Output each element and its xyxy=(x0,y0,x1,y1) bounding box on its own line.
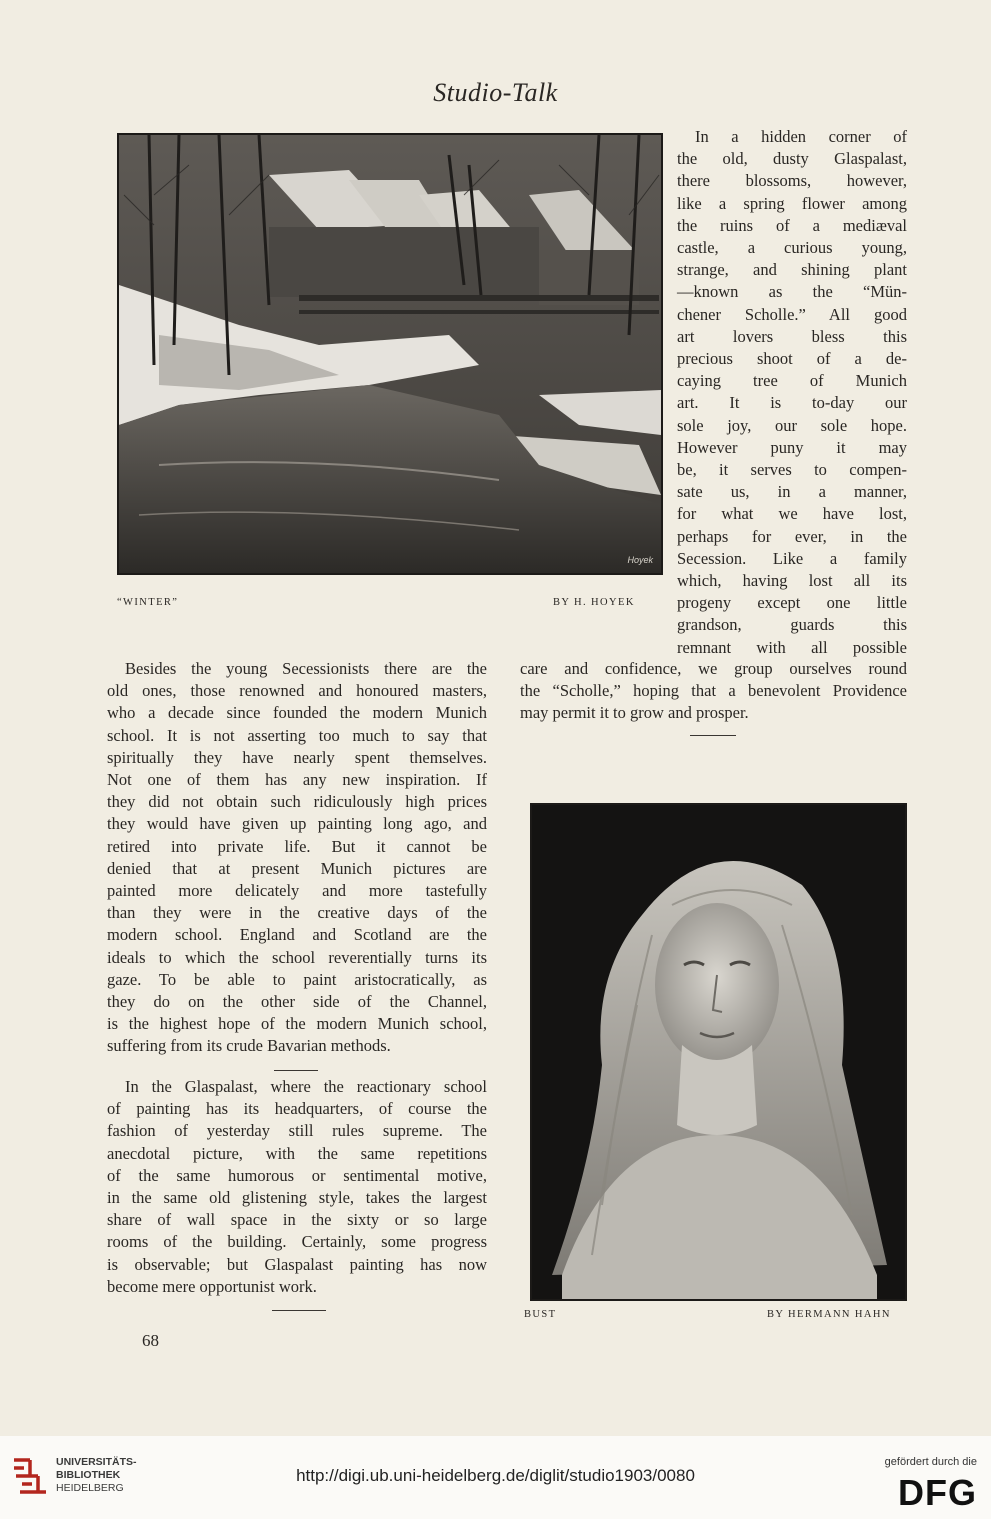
right-column-line: progeny except one little xyxy=(677,593,907,613)
bust-caption-title: BUST xyxy=(524,1309,557,1320)
section-rule-left xyxy=(274,1070,318,1071)
source-url[interactable]: http://digi.ub.uni-heidelberg.de/diglit/studio1903/0080 xyxy=(296,1466,695,1485)
winter-caption-title: “WINTER” xyxy=(117,597,179,608)
right-column-line: be, it serves to compen- xyxy=(677,460,907,480)
left-paragraph-2-line: become mere opportunist work. xyxy=(107,1276,317,1296)
left-paragraph-1-line: spiritually they have nearly spent themselves. xyxy=(107,747,487,767)
left-paragraph-1-line: modern school. England and Scotland are the xyxy=(107,925,487,945)
left-paragraph-2-line: is observable; but Glaspalast painting has now xyxy=(107,1254,487,1274)
left-paragraph-2-line: of painting has its headquarters, of course the xyxy=(107,1099,487,1119)
library-name-line-1: UNIVERSITÄTS- xyxy=(56,1456,137,1468)
left-paragraph-1-line: Besides the young Secessionists there are the xyxy=(125,659,487,678)
left-paragraph-1-line: school. It is not asserting too much to say that xyxy=(107,725,487,745)
bust-photograph xyxy=(530,803,907,1301)
right-column-line: there blossoms, however, xyxy=(677,171,907,191)
left-paragraph-1-line: denied that at present Munich pictures are xyxy=(107,858,487,878)
winter-caption-artist: BY H. HOYEK xyxy=(553,597,635,608)
funder-logo: DFG xyxy=(898,1472,977,1513)
right-column-line: art lovers bless this xyxy=(677,326,907,346)
right-column-line: sate us, in a manner, xyxy=(677,482,907,502)
right-column-line: grandson, guards this xyxy=(677,615,907,635)
right-column-line: like a spring flower among xyxy=(677,193,907,213)
right-column-continued xyxy=(520,658,907,725)
digitization-footer xyxy=(0,1436,991,1519)
library-name-line-3: HEIDELBERG xyxy=(56,1482,124,1494)
left-paragraph-2-line: rooms of the building. Certainly, some progress xyxy=(107,1232,487,1252)
left-column xyxy=(107,658,487,1058)
right-column-line: caying tree of Munich xyxy=(677,371,907,391)
left-paragraph-1-line: is the highest hope of the modern Munich school, xyxy=(107,1014,487,1034)
right-column-line: sole joy, our sole hope. xyxy=(677,415,907,435)
painting-signature: Hoyek xyxy=(627,555,653,565)
right-column-line: art. It is to-day our xyxy=(677,393,907,413)
right-column-line: Secession. Like a family xyxy=(677,548,907,568)
left-paragraph-1-line: ideals to which the school reverentially turns its xyxy=(107,947,487,967)
right-column-line: the old, dusty Glaspalast, xyxy=(677,149,907,169)
bust-sculpture-illustration xyxy=(532,805,905,1299)
right-column xyxy=(677,126,907,659)
right-column-line: castle, a curious young, xyxy=(677,238,907,258)
right-column-continued-line: may permit it to grow and prosper. xyxy=(520,703,749,723)
running-head: Studio-Talk xyxy=(433,78,558,107)
right-column-continued-line: care and confidence, we group ourselves round xyxy=(520,659,907,678)
right-column-line: precious shoot of a de- xyxy=(677,349,907,369)
left-paragraph-1-line: they do on the other side of the Channel, xyxy=(107,992,487,1012)
left-paragraph-1-line: who a decade since founded the modern Munich xyxy=(107,703,487,723)
left-paragraph-2-line: anecdotal picture, with the same repetitions xyxy=(107,1143,487,1163)
funding-note: gefördert durch die xyxy=(884,1456,977,1468)
left-paragraph-2-line: share of wall space in the sixty or so large xyxy=(107,1210,487,1230)
winter-painting xyxy=(117,133,663,575)
right-column-line: perhaps for ever, in the xyxy=(677,526,907,546)
right-column-line: which, having lost all its xyxy=(677,571,907,591)
page-number: 68 xyxy=(142,1331,159,1350)
left-paragraph-1-line: gaze. To be able to paint aristocratically, as xyxy=(107,969,487,989)
left-paragraph-1-line: than they were in the creative days of the xyxy=(107,903,487,923)
right-column-line: remnant with all possible xyxy=(677,637,907,657)
right-column-line: However puny it may xyxy=(677,437,907,457)
right-column-line: —known as the “Mün- xyxy=(677,282,907,302)
left-paragraph-1-line: suffering from its crude Bavarian methods. xyxy=(107,1036,391,1056)
right-column-line: strange, and shining plant xyxy=(677,260,907,280)
left-paragraph-2-line: In the Glaspalast, where the reactionary school xyxy=(125,1077,487,1096)
left-paragraph-1-line: they did not obtain such ridiculously high prices xyxy=(107,792,487,812)
right-column-line: for what we have lost, xyxy=(677,504,907,524)
bust-caption-artist: BY HERMANN HAHN xyxy=(767,1309,891,1320)
left-paragraph-1-line: retired into private life. But it cannot be xyxy=(107,836,487,856)
left-paragraph-2-line: in the same old glistening style, takes the largest xyxy=(107,1188,487,1208)
section-rule-right xyxy=(690,735,736,736)
left-paragraph-1-line: they would have given up painting long ago, and xyxy=(107,814,487,834)
left-paragraph-1-line: old ones, those renowned and honoured masters, xyxy=(107,681,487,701)
left-paragraph-2-line: fashion of yesterday still rules supreme. The xyxy=(107,1121,487,1141)
left-paragraph-2-line: of the same humorous or sentimental motive, xyxy=(107,1165,487,1185)
left-paragraph-1-line: Not one of them has any new inspiration. If xyxy=(107,770,487,790)
left-paragraph-1-line: painted more delicately and more tastefully xyxy=(107,881,487,901)
right-column-line: In a hidden corner of xyxy=(695,127,907,146)
left-column-paragraph-2 xyxy=(107,1076,487,1298)
winter-landscape-illustration xyxy=(119,135,661,573)
right-column-line: chener Scholle.” All good xyxy=(677,304,907,324)
section-rule-bottom xyxy=(272,1310,326,1311)
right-column-continued-line: the “Scholle,” hoping that a benevolent Providence xyxy=(520,681,907,701)
right-column-line: the ruins of a mediæval xyxy=(677,215,907,235)
library-name-line-2: BIBLIOTHEK xyxy=(56,1469,121,1481)
